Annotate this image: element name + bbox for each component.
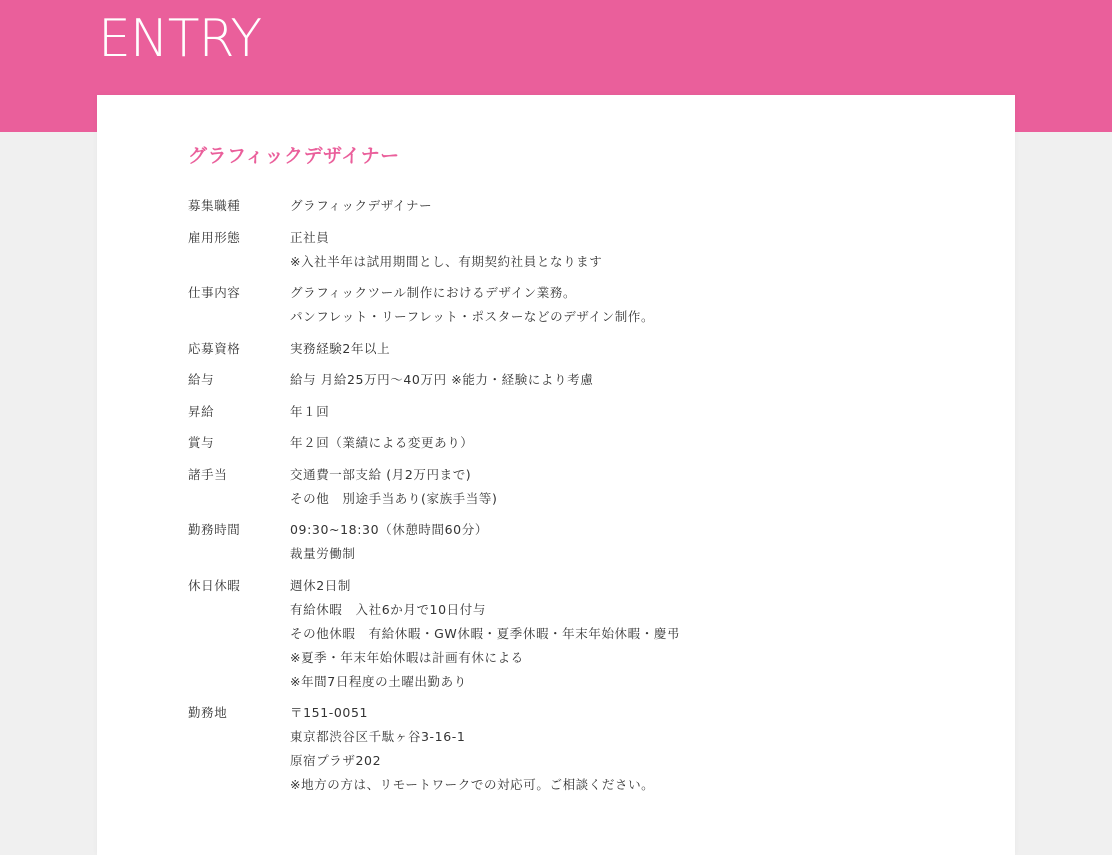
detail-line: ※入社半年は試用期間とし、有期契約社員となります [290, 253, 603, 269]
detail-line: ※地方の方は、リモートワークでの対応可。ご相談ください。 [290, 777, 655, 792]
detail-line: 〒151-0051 [290, 705, 369, 720]
detail-line: ※夏季・年末年始休暇は計画有休による [290, 649, 524, 665]
detail-row-working-hours [188, 518, 908, 566]
detail-label: 諸手当 [188, 466, 228, 482]
job-details-list [188, 194, 908, 805]
detail-line: グラフィックツール制作におけるデザイン業務。 [290, 285, 577, 300]
detail-row-employment-type [188, 226, 908, 274]
detail-line: パンフレット・リーフレット・ポスターなどのデザイン制作。 [290, 309, 655, 324]
detail-row-requirements [188, 337, 908, 361]
detail-label: 応募資格 [188, 340, 241, 356]
detail-line: その他休暇 有給休暇・GW休暇・夏季休暇・年末年始休暇・慶弔 [290, 625, 681, 641]
detail-line: 週休2日制 [290, 577, 351, 593]
detail-row-salary [188, 368, 908, 392]
detail-value [290, 194, 908, 218]
detail-line: その他 別途手当あり(家族手当等) [290, 490, 498, 506]
detail-line: 東京都渋谷区千駄ヶ谷3-16-1 [290, 729, 466, 744]
detail-value [290, 701, 908, 797]
job-title: グラフィックデザイナー [188, 145, 400, 167]
detail-value [290, 337, 908, 361]
detail-label: 募集職種 [188, 198, 241, 213]
detail-line: ※年間7日程度の土曜出勤あり [290, 673, 467, 689]
detail-row-work-location [188, 701, 908, 797]
detail-label: 給与 [188, 372, 215, 387]
detail-label: 休日休暇 [188, 577, 241, 593]
detail-row-position [188, 194, 908, 218]
detail-label: 雇用形態 [188, 229, 241, 245]
detail-line: 交通費一部支給 (月2万円まで) [290, 466, 472, 482]
detail-line: 年２回（業績による変更あり） [290, 435, 474, 450]
detail-value [290, 400, 908, 424]
detail-line: 正社員 [290, 229, 330, 245]
detail-value [290, 226, 908, 274]
detail-line: 09:30~18:30（休憩時間60分） [290, 522, 488, 537]
detail-line: 裁量労働制 [290, 546, 356, 561]
detail-value [290, 518, 908, 566]
detail-row-raise [188, 400, 908, 424]
detail-label: 勤務時間 [188, 522, 241, 537]
detail-row-holidays [188, 574, 908, 694]
detail-line: グラフィックデザイナー [290, 198, 433, 213]
detail-line: 実務経験2年以上 [290, 340, 391, 356]
detail-label: 賞与 [188, 435, 215, 450]
detail-row-job-description [188, 281, 908, 329]
detail-label: 勤務地 [188, 705, 228, 720]
detail-value [290, 281, 908, 329]
detail-line: 給与 月給25万円～40万円 ※能力・経験により考慮 [290, 372, 594, 387]
page-title: ENTRY [98, 9, 262, 69]
detail-row-bonus [188, 431, 908, 455]
detail-row-allowances [188, 463, 908, 511]
detail-value [290, 574, 908, 694]
job-card [97, 95, 1015, 855]
detail-line: 有給休暇 入社6か月で10日付与 [290, 601, 486, 617]
detail-label: 昇給 [188, 403, 215, 419]
detail-value [290, 431, 908, 455]
detail-value [290, 463, 908, 511]
detail-label: 仕事内容 [188, 285, 241, 300]
detail-line: 原宿プラザ202 [290, 753, 382, 768]
detail-value [290, 368, 908, 392]
detail-line: 年１回 [290, 403, 330, 419]
